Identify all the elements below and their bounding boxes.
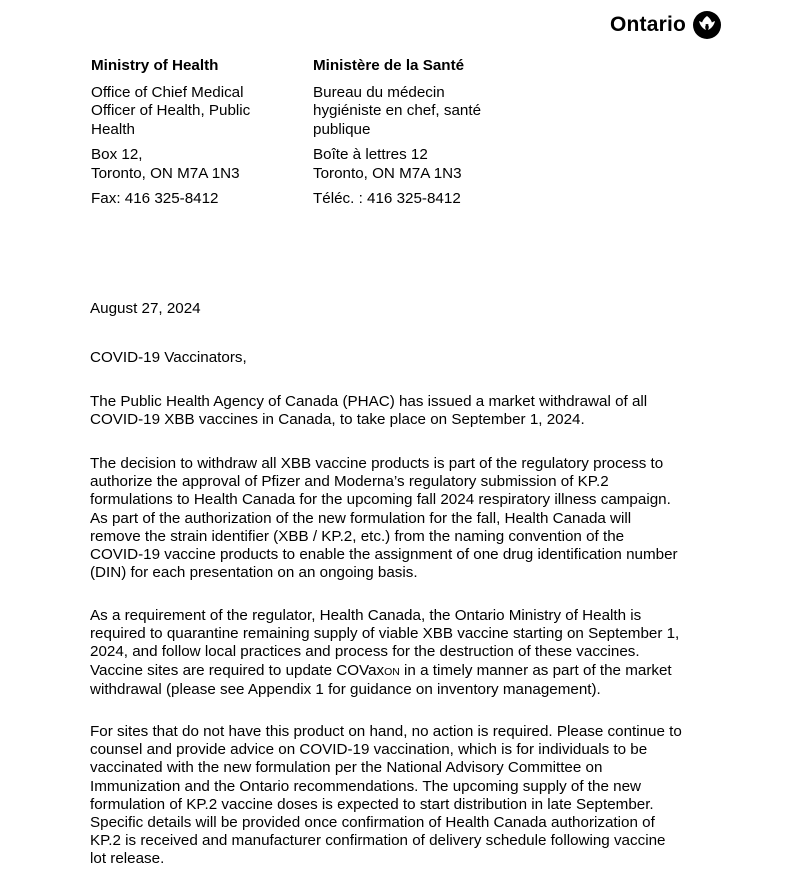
sender-address-french: [313, 57, 513, 209]
text-line: required to quarantine remaining supply of viable XBB vaccine starting on September 1,: [90, 625, 680, 643]
text-line: counsel and provide advice on COVID-19 vaccination, which is for individuals to be: [90, 741, 648, 759]
ontario-logo: [610, 10, 722, 40]
address-line: Box 12,: [91, 146, 143, 163]
text-line: COVID-19 XBB vaccines in Canada, to take place on September 1, 2024.: [90, 411, 585, 429]
salutation: COVID-19 Vaccinators,: [90, 349, 247, 366]
paragraph-1: [90, 393, 730, 429]
text-segment: Vaccine sites are required to update COVax: [90, 661, 385, 679]
text-line: KP.2 is received and manufacturer confirmation of delivery schedule following vaccine: [90, 832, 666, 850]
text-line: The decision to withdraw all XBB vaccine products is part of the regulatory process to: [90, 455, 664, 472]
text-line: [90, 662, 730, 681]
address-line: Toronto, ON M7A 1N3: [313, 164, 462, 182]
office-line: Office of Chief Medical: [91, 83, 244, 101]
text-line: (DIN) for each presentation on an ongoing basis.: [90, 564, 418, 582]
text-line: COVID-19 vaccine products to enable the assignment of one drug identification number: [90, 546, 678, 564]
text-line: As a requirement of the regulator, Health Canada, the Ontario Ministry of Health is: [90, 607, 642, 624]
text-line: For sites that do not have this product on hand, no action is required. Please continue to: [90, 723, 682, 740]
office-line: Bureau du médecin: [313, 83, 445, 101]
office-line: Health: [91, 120, 135, 138]
ontario-wordmark: Ontario: [610, 13, 687, 36]
paragraph-2: [90, 455, 730, 582]
text-line: vaccinated with the new formulation per the National Advisory Committee on: [90, 759, 603, 777]
fax-french: Téléc. : 416 325-8412: [313, 190, 461, 207]
text-segment: in a timely manner as part of the market: [399, 661, 672, 679]
text-line: lot release.: [90, 850, 165, 868]
text-line: As part of the authorization of the new formulation for the fall, Health Canada will: [90, 509, 632, 527]
paragraph-4: [90, 723, 730, 869]
sender-address-english: [91, 57, 281, 209]
paragraph-3: [90, 607, 730, 699]
text-line: 2024, and follow local practices and process for the destruction of these vaccines.: [90, 643, 640, 661]
text-line: remove the strain identifier (XBB / KP.2, etc.) from the naming convention of the: [90, 527, 625, 545]
office-name-english: [91, 84, 281, 140]
address-line: Toronto, ON M7A 1N3: [91, 164, 240, 182]
trillium-icon: [692, 10, 722, 40]
ministry-name-french: Ministère de la Santé: [313, 57, 465, 74]
text-line: authorize the approval of Pfizer and Moderna’s regulatory submission of KP.2: [90, 473, 609, 491]
office-line: publique: [313, 120, 371, 138]
text-line: The Public Health Agency of Canada (PHAC) has issued a market withdrawal of all: [90, 393, 648, 410]
text-line: formulation of KP.2 vaccine doses is expected to start distribution in late September.: [90, 795, 654, 813]
mailing-address-english: [91, 146, 281, 183]
text-line: Specific details will be provided once confirmation of Health Canada authorization of: [90, 814, 655, 832]
covaxon-suffix: ON: [384, 665, 400, 678]
text-line: withdrawal (please see Appendix 1 for guidance on inventory management).: [90, 680, 601, 698]
office-line: hygiéniste en chef, santé: [313, 102, 482, 119]
text-line: formulations to Health Canada for the upcoming fall 2024 respiratory illness campaign.: [90, 491, 671, 509]
ministry-name-english: Ministry of Health: [91, 57, 219, 74]
letter-date: August 27, 2024: [90, 300, 201, 317]
mailing-address-french: [313, 146, 513, 183]
fax-english: Fax: 416 325-8412: [91, 190, 219, 207]
text-line: Immunization and the Ontario recommendations. The upcoming supply of the new: [90, 777, 641, 795]
office-name-french: [313, 84, 513, 140]
address-line: Boîte à lettres 12: [313, 146, 428, 163]
office-line: Officer of Health, Public: [91, 102, 251, 119]
